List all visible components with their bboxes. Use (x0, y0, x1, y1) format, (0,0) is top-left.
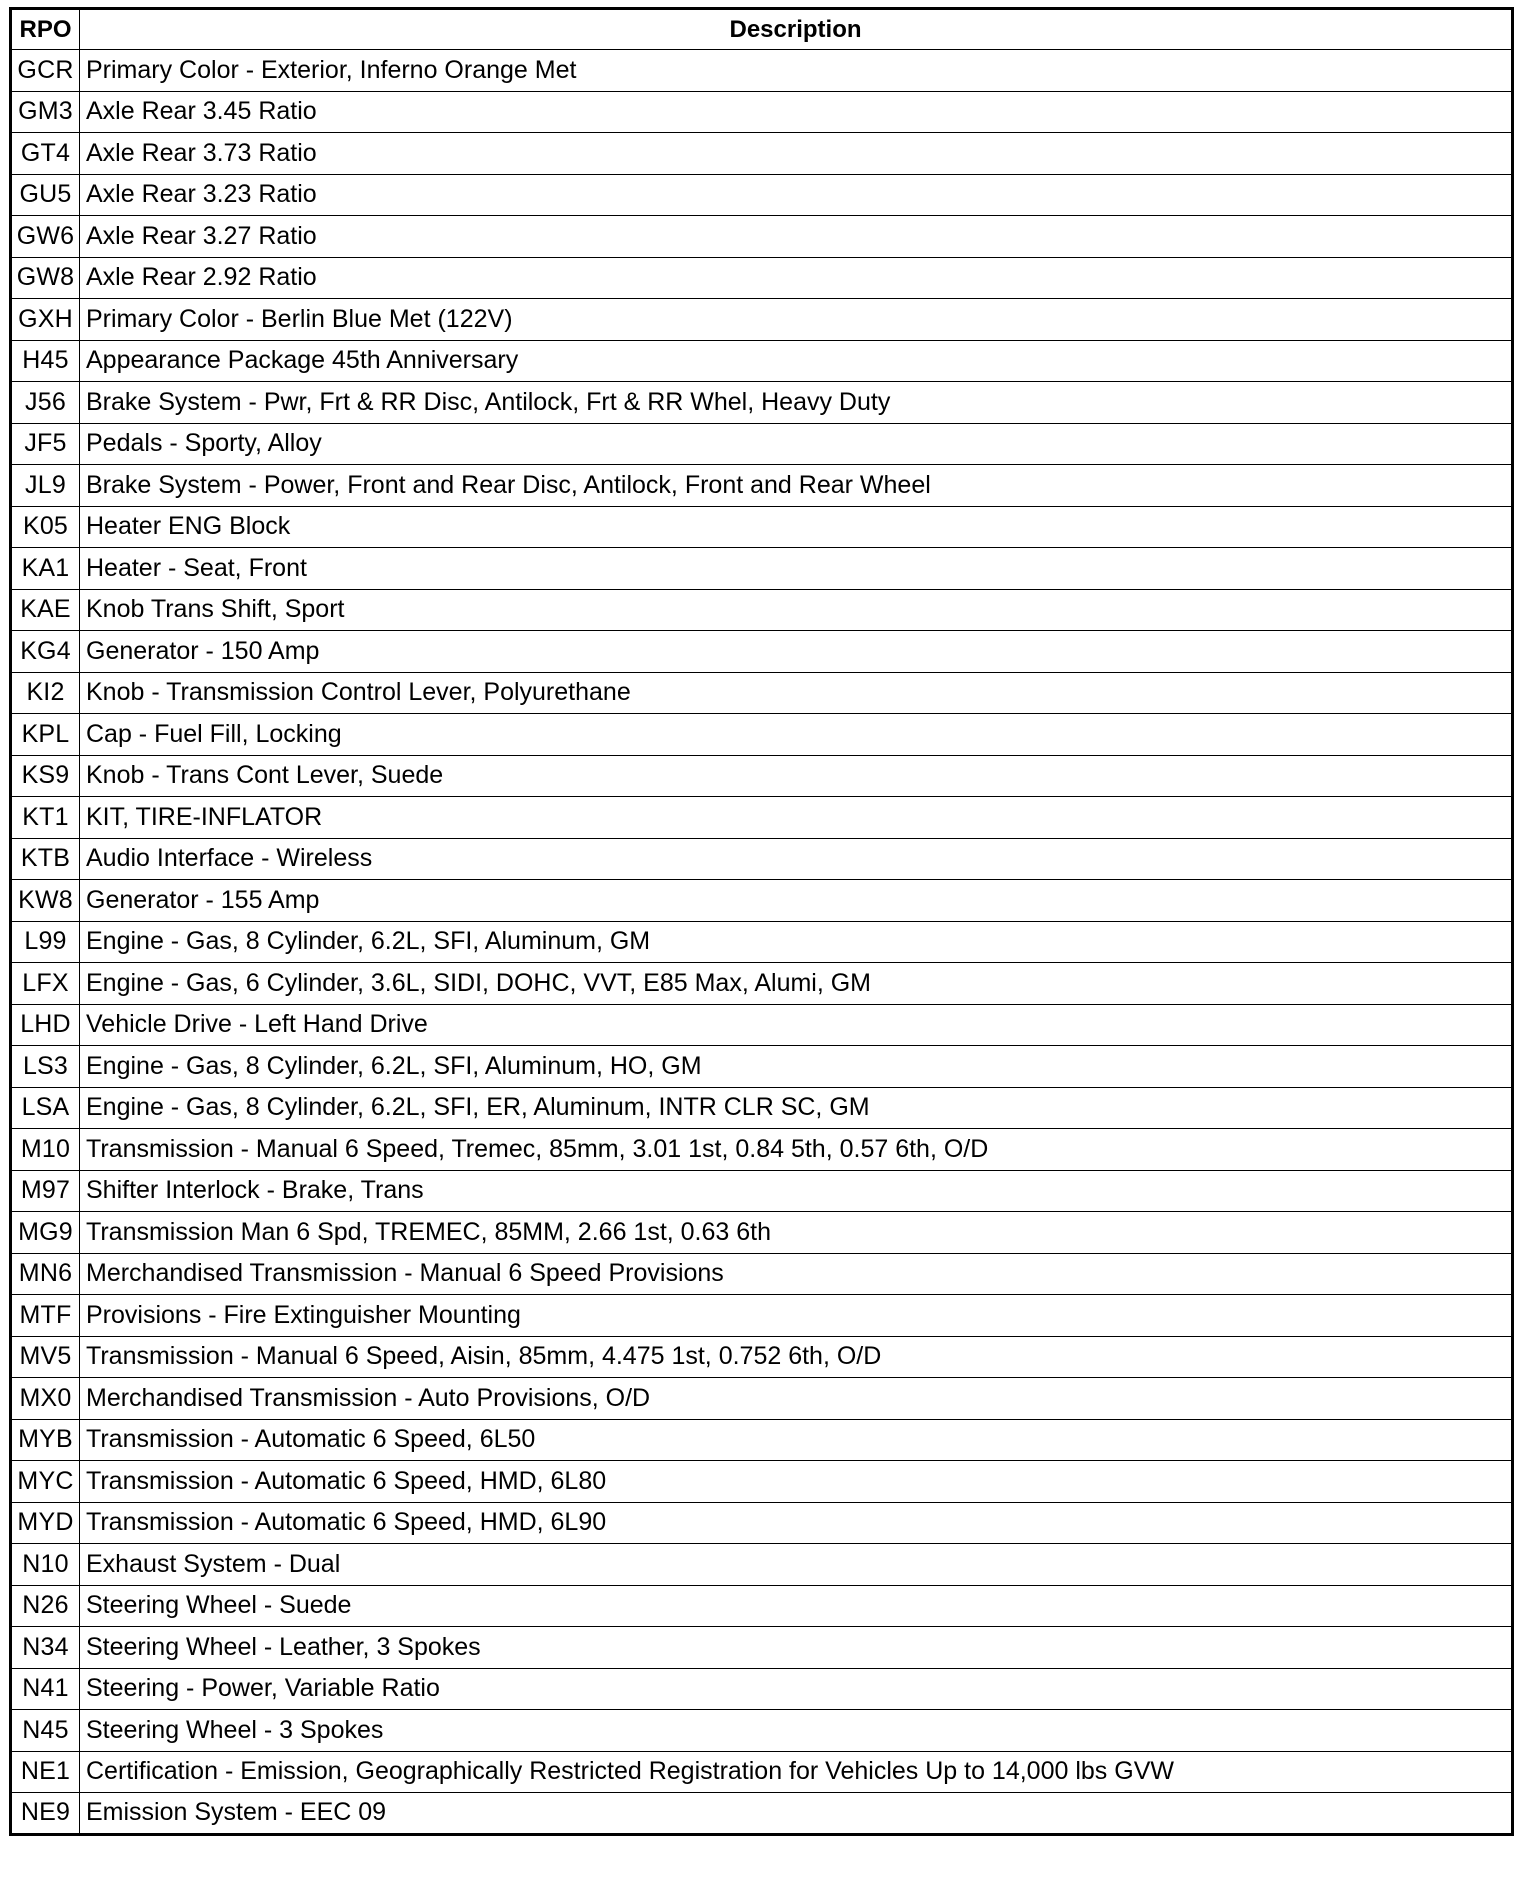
table-row (11, 963, 1513, 1005)
rpo-code-cell: L99 (11, 921, 80, 963)
rpo-code-cell: NE9 (11, 1793, 80, 1835)
description-cell: Brake System - Power, Front and Rear Disc, Antilock, Front and Rear Wheel (80, 465, 1513, 507)
rpo-code-cell: GCR (11, 50, 80, 92)
table-row (11, 1046, 1513, 1088)
table-row (11, 1004, 1513, 1046)
table-row (11, 1544, 1513, 1586)
table-body (11, 50, 1513, 1835)
table-row (11, 1378, 1513, 1420)
table-row (11, 382, 1513, 424)
description-cell: Cap - Fuel Fill, Locking (80, 714, 1513, 756)
table-row (11, 672, 1513, 714)
table-row (11, 1336, 1513, 1378)
description-cell: Engine - Gas, 8 Cylinder, 6.2L, SFI, ER, Aluminum, INTR CLR SC, GM (80, 1087, 1513, 1129)
description-cell: Primary Color - Berlin Blue Met (122V) (80, 299, 1513, 341)
table-row (11, 340, 1513, 382)
table-row (11, 1668, 1513, 1710)
rpo-code-cell: MYC (11, 1461, 80, 1503)
table-row (11, 1419, 1513, 1461)
table-row (11, 1502, 1513, 1544)
table-row (11, 465, 1513, 507)
table-row (11, 1212, 1513, 1254)
rpo-code-cell: GW6 (11, 216, 80, 258)
rpo-code-cell: KT1 (11, 797, 80, 839)
rpo-code-cell: KA1 (11, 548, 80, 590)
table-row (11, 755, 1513, 797)
description-cell: Knob - Trans Cont Lever, Suede (80, 755, 1513, 797)
rpo-code-cell: KG4 (11, 631, 80, 673)
description-cell: Generator - 150 Amp (80, 631, 1513, 673)
rpo-code-cell: GM3 (11, 91, 80, 133)
description-cell: Axle Rear 3.27 Ratio (80, 216, 1513, 258)
rpo-code-cell: KW8 (11, 880, 80, 922)
description-cell: Transmission - Manual 6 Speed, Aisin, 85mm, 4.475 1st, 0.752 6th, O/D (80, 1336, 1513, 1378)
rpo-code-cell: GT4 (11, 133, 80, 175)
description-cell: Axle Rear 2.92 Ratio (80, 257, 1513, 299)
description-cell: Transmission - Automatic 6 Speed, 6L50 (80, 1419, 1513, 1461)
table-row (11, 423, 1513, 465)
header-row (11, 9, 1513, 50)
table-row (11, 133, 1513, 175)
rpo-code-cell: N10 (11, 1544, 80, 1586)
description-cell: Axle Rear 3.73 Ratio (80, 133, 1513, 175)
description-cell: Engine - Gas, 8 Cylinder, 6.2L, SFI, Aluminum, HO, GM (80, 1046, 1513, 1088)
table-row (11, 257, 1513, 299)
table-row (11, 838, 1513, 880)
description-cell: Pedals - Sporty, Alloy (80, 423, 1513, 465)
description-cell: Axle Rear 3.23 Ratio (80, 174, 1513, 216)
description-cell: Steering Wheel - 3 Spokes (80, 1710, 1513, 1752)
description-cell: Shifter Interlock - Brake, Trans (80, 1170, 1513, 1212)
table-row (11, 174, 1513, 216)
table-row (11, 548, 1513, 590)
description-cell: Emission System - EEC 09 (80, 1793, 1513, 1835)
table-row (11, 1170, 1513, 1212)
table-row (11, 1627, 1513, 1669)
rpo-table-container (9, 7, 1511, 1836)
description-cell: Merchandised Transmission - Auto Provisions, O/D (80, 1378, 1513, 1420)
description-cell: KIT, TIRE-INFLATOR (80, 797, 1513, 839)
rpo-code-cell: MV5 (11, 1336, 80, 1378)
column-header-rpo: RPO (11, 9, 80, 50)
description-cell: Steering - Power, Variable Ratio (80, 1668, 1513, 1710)
rpo-code-cell: NE1 (11, 1751, 80, 1793)
rpo-code-cell: K05 (11, 506, 80, 548)
rpo-code-cell: KTB (11, 838, 80, 880)
rpo-code-cell: M10 (11, 1129, 80, 1171)
description-cell: Transmission Man 6 Spd, TREMEC, 85MM, 2.66 1st, 0.63 6th (80, 1212, 1513, 1254)
description-cell: Engine - Gas, 6 Cylinder, 3.6L, SIDI, DOHC, VVT, E85 Max, Alumi, GM (80, 963, 1513, 1005)
description-cell: Transmission - Automatic 6 Speed, HMD, 6L90 (80, 1502, 1513, 1544)
rpo-code-cell: MG9 (11, 1212, 80, 1254)
rpo-code-cell: MYB (11, 1419, 80, 1461)
rpo-code-cell: JF5 (11, 423, 80, 465)
table-row (11, 216, 1513, 258)
table-row (11, 1585, 1513, 1627)
rpo-code-cell: MX0 (11, 1378, 80, 1420)
description-cell: Knob Trans Shift, Sport (80, 589, 1513, 631)
description-cell: Primary Color - Exterior, Inferno Orange Met (80, 50, 1513, 92)
description-cell: Appearance Package 45th Anniversary (80, 340, 1513, 382)
description-cell: Certification - Emission, Geographically Restricted Registration for Vehicles Up to 14,000 lbs GVW (80, 1751, 1513, 1793)
rpo-code-cell: N34 (11, 1627, 80, 1669)
rpo-table (9, 7, 1514, 1836)
description-cell: Heater ENG Block (80, 506, 1513, 548)
table-row (11, 797, 1513, 839)
description-cell: Provisions - Fire Extinguisher Mounting (80, 1295, 1513, 1337)
table-row (11, 1751, 1513, 1793)
description-cell: Knob - Transmission Control Lever, Polyurethane (80, 672, 1513, 714)
table-row (11, 631, 1513, 673)
table-row (11, 880, 1513, 922)
table-row (11, 506, 1513, 548)
rpo-code-cell: KPL (11, 714, 80, 756)
rpo-code-cell: KS9 (11, 755, 80, 797)
rpo-code-cell: MN6 (11, 1253, 80, 1295)
rpo-code-cell: N41 (11, 1668, 80, 1710)
table-row (11, 299, 1513, 341)
table-row (11, 1087, 1513, 1129)
table-row (11, 1461, 1513, 1503)
rpo-code-cell: J56 (11, 382, 80, 424)
table-row (11, 714, 1513, 756)
rpo-code-cell: N45 (11, 1710, 80, 1752)
description-cell: Exhaust System - Dual (80, 1544, 1513, 1586)
rpo-code-cell: H45 (11, 340, 80, 382)
rpo-code-cell: LS3 (11, 1046, 80, 1088)
rpo-code-cell: KI2 (11, 672, 80, 714)
description-cell: Engine - Gas, 8 Cylinder, 6.2L, SFI, Aluminum, GM (80, 921, 1513, 963)
rpo-code-cell: LHD (11, 1004, 80, 1046)
table-row (11, 1295, 1513, 1337)
description-cell: Vehicle Drive - Left Hand Drive (80, 1004, 1513, 1046)
description-cell: Audio Interface - Wireless (80, 838, 1513, 880)
description-cell: Generator - 155 Amp (80, 880, 1513, 922)
description-cell: Transmission - Manual 6 Speed, Tremec, 85mm, 3.01 1st, 0.84 5th, 0.57 6th, O/D (80, 1129, 1513, 1171)
table-row (11, 589, 1513, 631)
rpo-code-cell: GU5 (11, 174, 80, 216)
table-header (11, 9, 1513, 50)
table-row (11, 1253, 1513, 1295)
description-cell: Heater - Seat, Front (80, 548, 1513, 590)
table-row (11, 1129, 1513, 1171)
rpo-code-cell: M97 (11, 1170, 80, 1212)
rpo-code-cell: LSA (11, 1087, 80, 1129)
table-row (11, 50, 1513, 92)
table-row (11, 91, 1513, 133)
rpo-code-cell: GXH (11, 299, 80, 341)
rpo-code-cell: JL9 (11, 465, 80, 507)
rpo-code-cell: N26 (11, 1585, 80, 1627)
description-cell: Merchandised Transmission - Manual 6 Speed Provisions (80, 1253, 1513, 1295)
description-cell: Brake System - Pwr, Frt & RR Disc, Antilock, Frt & RR Whel, Heavy Duty (80, 382, 1513, 424)
rpo-code-cell: LFX (11, 963, 80, 1005)
rpo-code-cell: KAE (11, 589, 80, 631)
table-row (11, 1793, 1513, 1835)
column-header-description: Description (80, 9, 1513, 50)
description-cell: Steering Wheel - Suede (80, 1585, 1513, 1627)
rpo-code-cell: MTF (11, 1295, 80, 1337)
description-cell: Axle Rear 3.45 Ratio (80, 91, 1513, 133)
table-row (11, 1710, 1513, 1752)
table-row (11, 921, 1513, 963)
description-cell: Transmission - Automatic 6 Speed, HMD, 6L80 (80, 1461, 1513, 1503)
rpo-code-cell: GW8 (11, 257, 80, 299)
description-cell: Steering Wheel - Leather, 3 Spokes (80, 1627, 1513, 1669)
rpo-code-cell: MYD (11, 1502, 80, 1544)
